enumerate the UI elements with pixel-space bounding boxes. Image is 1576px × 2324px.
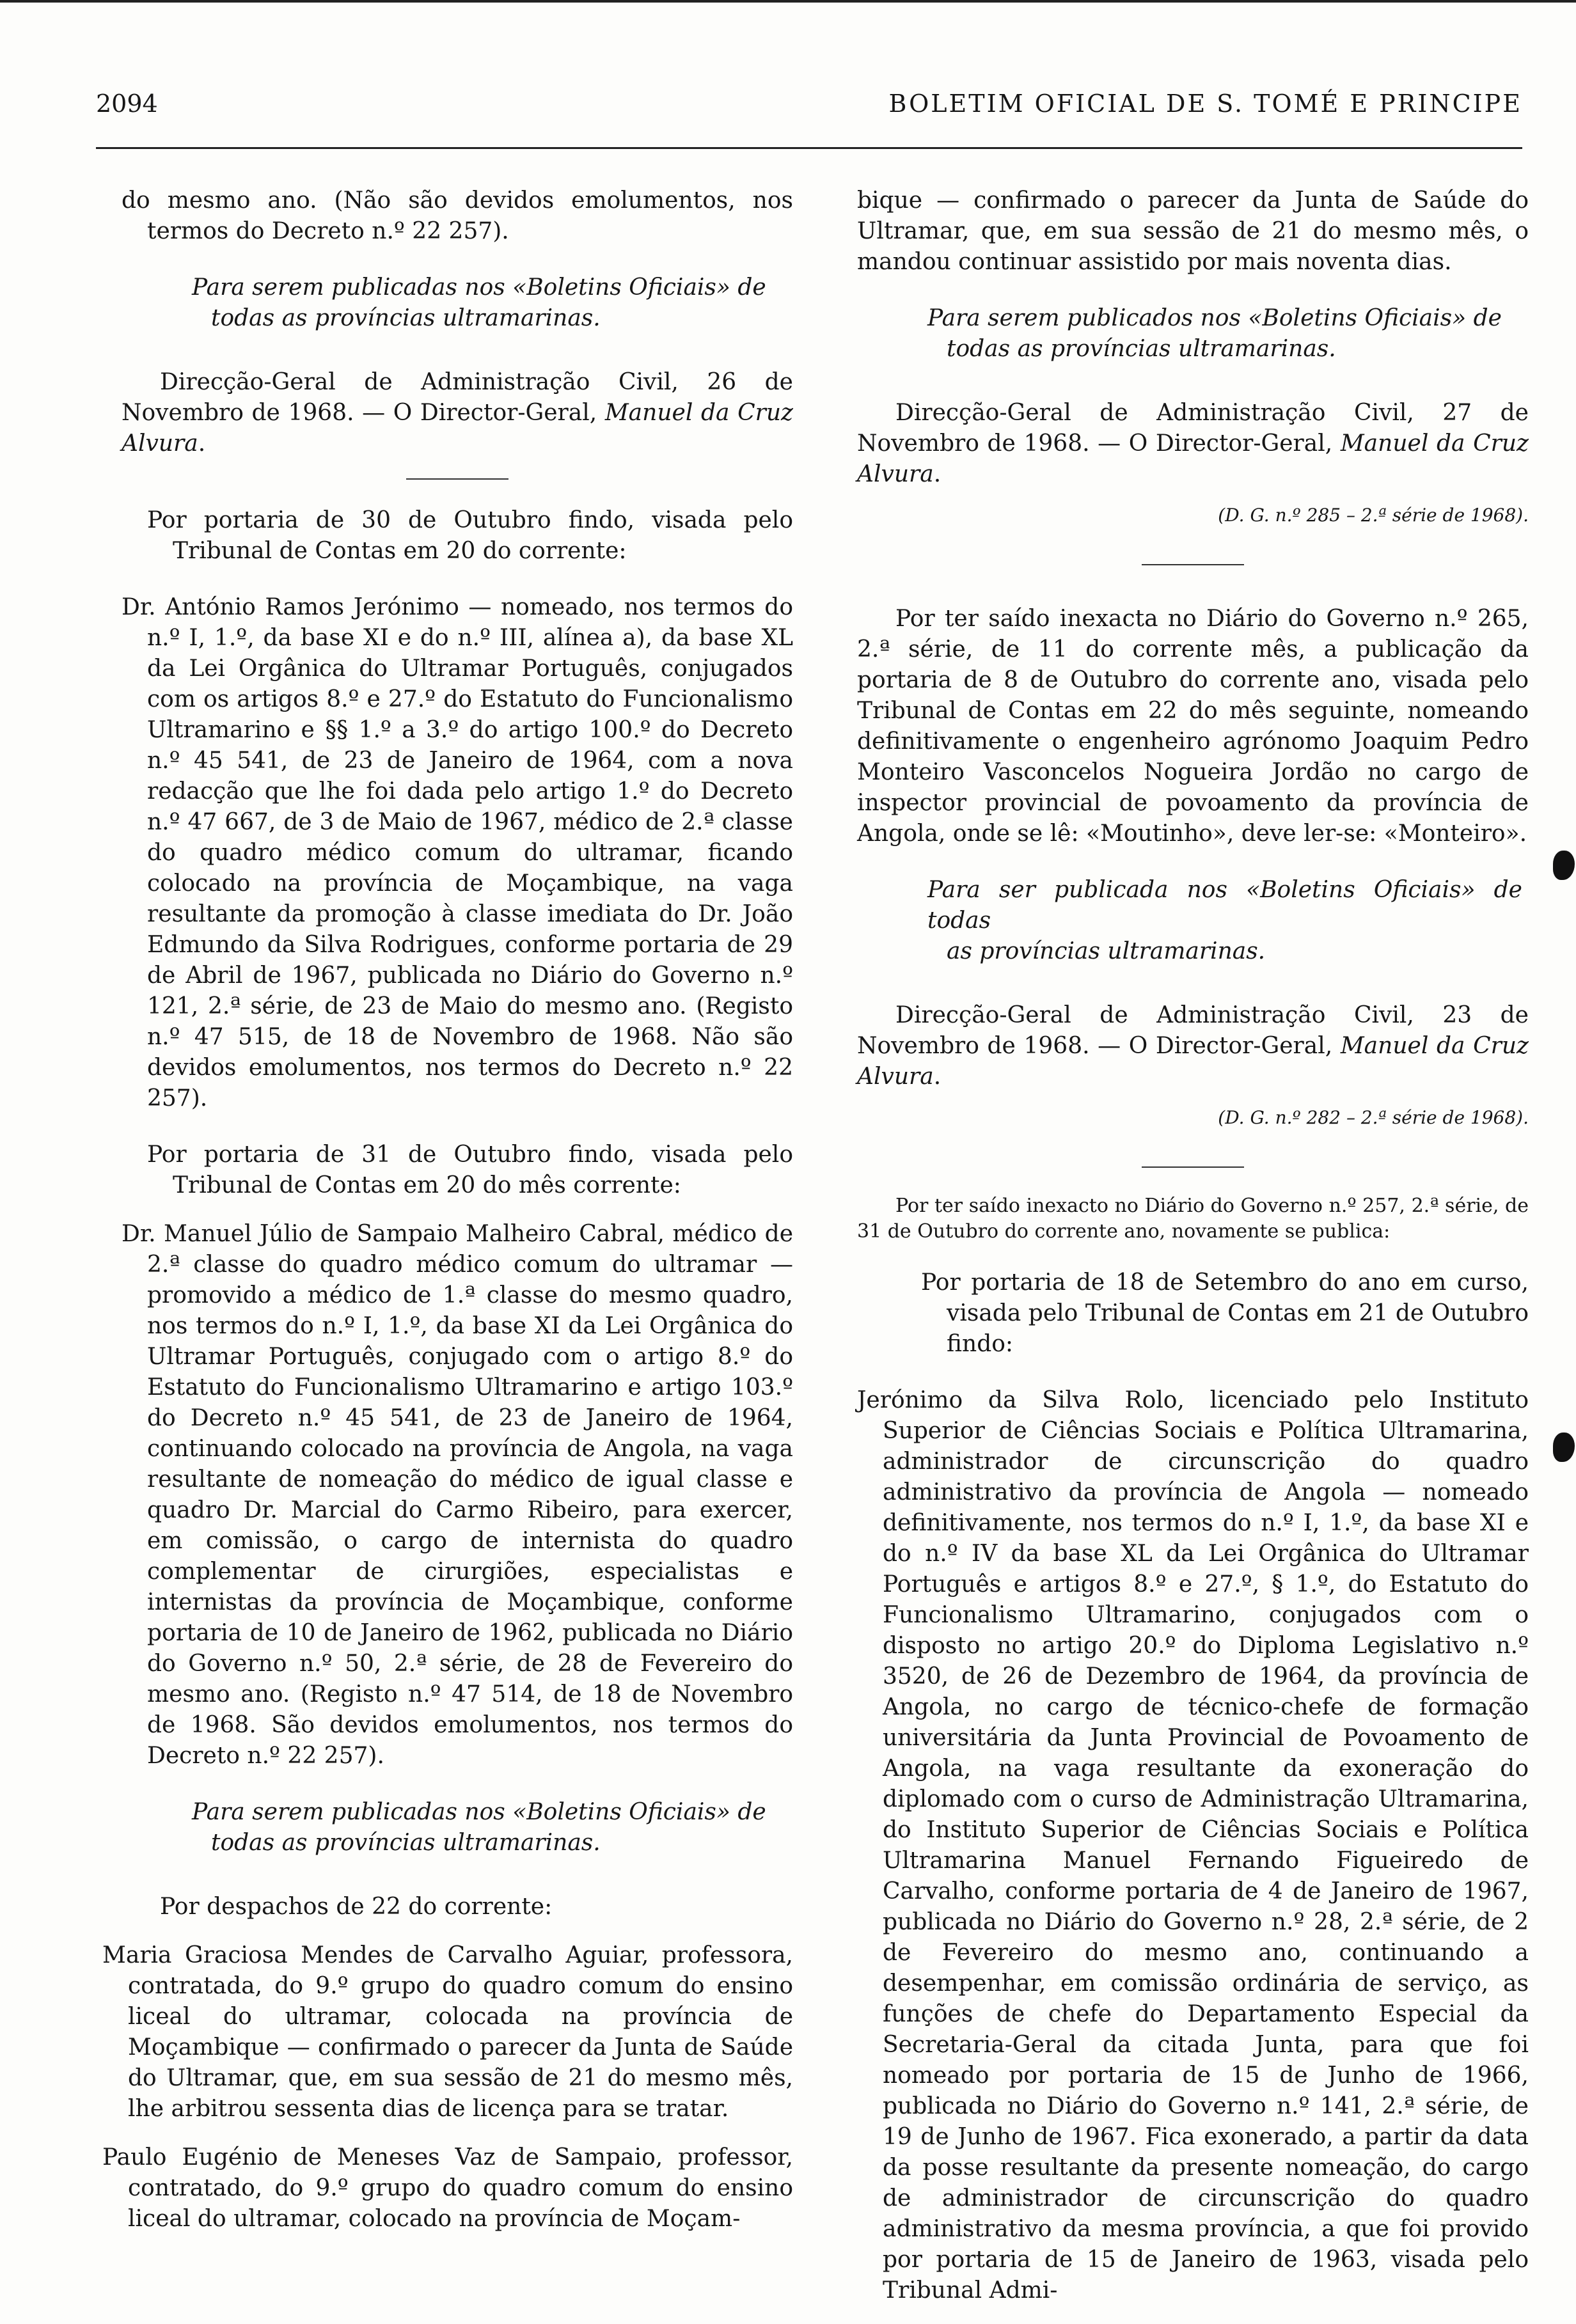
publication-note: Para ser publicada nos «Boletins Oficiais» de todas as províncias ultramarinas.	[927, 877, 1522, 964]
section-divider	[406, 478, 508, 480]
portaria-intro: Por portaria de 18 de Setembro do ano em curso, visada pelo Tribunal de Contas em 21 de Outubro findo:	[921, 1269, 1529, 1357]
publication-note: Para serem publicadas nos «Boletins Oficiais» de todas as províncias ultramarinas.	[192, 1799, 766, 1856]
signature-block: Direcção-Geral de Administração Civil, 27 de Novembro de 1968. — O Director-Geral, Manuel da Cruz Alvura.	[857, 400, 1529, 487]
signatory-name: Manuel da Cruz Alvura	[122, 400, 793, 457]
section-divider	[1142, 564, 1244, 565]
left-column	[102, 185, 793, 2252]
source-reference: (D. G. n.º 285 – 2.ª série de 1968).	[1218, 505, 1529, 526]
page-header	[96, 90, 1522, 134]
republication-notice: Por ter saído inexacto no Diário do Governo n.º 257, 2.ª série, de 31 de Outubro do corrente ano, novamente se publica:	[857, 1195, 1529, 1243]
signatory-name: Manuel da Cruz Alvura	[857, 1033, 1529, 1090]
portaria-intro: Por portaria de 30 de Outubro findo, visada pelo Tribunal de Contas em 20 do corrente:	[147, 507, 793, 564]
publication-note: Para serem publicadas nos «Boletins Oficiais» de todas as províncias ultramarinas.	[192, 274, 766, 331]
signatory-name: Manuel da Cruz Alvura	[857, 430, 1529, 487]
despacho-entry: Paulo Eugénio de Meneses Vaz de Sampaio, professor, contratado, do 9.º grupo do quadro comum do ensino liceal do ultramar, colocado na província de Moçam-	[102, 2144, 793, 2232]
section-divider	[1142, 1166, 1244, 1168]
publication-note: Para serem publicados nos «Boletins Oficiais» de todas as províncias ultramarinas.	[927, 305, 1502, 362]
ink-smudge	[1553, 1433, 1575, 1462]
right-column	[857, 185, 1529, 2324]
portaria-intro: Por portaria de 31 de Outubro findo, visada pelo Tribunal de Contas em 20 do mês corrente:	[147, 1142, 793, 1198]
appointment-entry: Jerónimo da Silva Rolo, licenciado pelo Instituto Superior de Ciências Sociais e Política Ultramarina, administrador de circunscrição do quadro administrativo da província de Angola — nomeado definitivamente, nos termos do n.º I, 1.º, da base XI e do n.º IV da base XL da Lei Orgânica do Ultramar Português e artigos 8.º e 27.º, § 1.º, do Estatuto do Funcionalismo Ultramarino, conjugados com o disposto no artigo 20.º do Diploma Legislativo n.º 3520, de 26 de Dezembro de 1964, da província de Angola, no cargo de técnico-chefe de formação universitária da Junta Provincial de Povoamento de Angola, na vaga resultante da exoneração do diplomado com o curso de Administração Ultramarina, do Instituto Superior de Ciências Sociais e Política Ultramarina Manuel Fernando Figueiredo de Carvalho, conforme portaria de 4 de Janeiro de 1967, publicada no Diário do Governo n.º 28, 2.ª série, de 2 de Fevereiro do mesmo ano, continuando a desempenhar, em comissão ordinária de serviço, as funções de chefe do Departamento Especial da Secretaria-Geral da citada Junta, para que foi nomeado por portaria de 15 de Junho de 1966, publicada no Diário do Governo n.º 141, 2.ª série, de 19 de Junho de 1967. Fica exonerado, a partir da data da posse resultante da presente nomeação, do cargo de administrador de circunscrição do quadro administrativo da mesma província, a que foi provido por portaria de 15 de Janeiro de 1963, visada pelo Tribunal Admi-	[857, 1387, 1529, 2304]
ink-smudge	[1553, 851, 1575, 880]
appointment-entry: Dr. Manuel Júlio de Sampaio Malheiro Cabral, médico de 2.ª classe do quadro médico comum do ultramar — promovido a médico de 1.ª classe do mesmo quadro, nos termos do n.º I, 1.º, da base XI da Lei Orgânica do Ultramar Português, conjugado com o artigo 8.º do Estatuto do Funcionalismo Ultramarino e artigo 103.º do Decreto n.º 45 541, de 23 de Janeiro de 1964, continuando colocado na província de Angola, na vaga resultante de nomeação do médico de igual classe e quadro Dr. Marcial do Carmo Ribeiro, para exercer, em comissão, o cargo de internista do quadro complementar de cirurgiões, especialistas e internistas da província de Moçambique, conforme portaria de 10 de Janeiro de 1962, publicada no Diário do Governo n.º 50, 2.ª série, de 28 de Fevereiro do mesmo ano. (Registo n.º 47 514, de 18 de Novembro de 1968. São devidos emolumentos, nos termos do Decreto n.º 22 257).	[122, 1221, 793, 1769]
page-top-edge	[0, 0, 1576, 12]
header-rule	[96, 147, 1522, 149]
appointment-entry: Dr. António Ramos Jerónimo — nomeado, nos termos do n.º I, 1.º, da base XI e do n.º III, alínea a), da base XL da Lei Orgânica do Ultramar Português, conjugados com os artigos 8.º e 27.º do Estatuto do Funcionalismo Ultramarino e §§ 1.º a 3.º do artigo 100.º do Decreto n.º 45 541, de 23 de Janeiro de 1964, com a nova redacção que lhe foi dada pelo artigo 1.º do Decreto n.º 47 667, de 3 de Maio de 1967, médico de 2.ª classe do quadro médico comum do ultramar, ficando colocado na província de Moçambique, na vaga resultante da promoção à classe imediata do Dr. João Edmundo da Silva Rodrigues, conforme portaria de 29 de Abril de 1967, publicada no Diário do Governo n.º 121, 2.ª série, de 23 de Maio do mesmo ano. (Registo n.º 47 515, de 18 de Novembro de 1968. Não são devidos emolumentos, nos termos do Decreto n.º 22 257).	[122, 594, 793, 1111]
despachos-intro: Por despachos de 22 do corrente:	[160, 1894, 553, 1920]
publication-title: BOLETIM OFICIAL DE S. TOMÉ E PRINCIPE	[888, 90, 1522, 118]
page-number: 2094	[96, 90, 158, 118]
despacho-entry: Maria Graciosa Mendes de Carvalho Aguiar, professora, contratada, do 9.º grupo do quadro comum do ensino liceal do ultramar, colocada na província de Moçambique — confirmado o parecer da Junta de Saúde do Ultramar, que, em sua sessão de 21 do mesmo mês, lhe arbitrou sessenta dias de licença para se tratar.	[102, 1942, 793, 2122]
signature-block: Direcção-Geral de Administração Civil, 26 de Novembro de 1968. — O Director-Geral, Manuel da Cruz Alvura.	[122, 369, 793, 457]
signature-block: Direcção-Geral de Administração Civil, 23 de Novembro de 1968. — O Director-Geral, Manuel da Cruz Alvura.	[857, 1002, 1529, 1090]
correction-paragraph: Por ter saído inexacta no Diário do Governo n.º 265, 2.ª série, de 11 do corrente mês, a publicação da portaria de 8 de Outubro do corrente ano, visada pelo Tribunal de Contas em 22 do mês seguinte, nomeando definitivamente o engenheiro agrónomo Joaquim Pedro Monteiro Vasconcelos Nogueira Jordão no cargo de inspector provincial de povoamento da província de Angola, onde se lê: «Moutinho», deve ler-se: «Monteiro».	[857, 606, 1529, 847]
paragraph: do mesmo ano. (Não são devidos emolumentos, nos termos do Decreto n.º 22 257).	[122, 187, 793, 244]
source-reference: (D. G. n.º 282 – 2.ª série de 1968).	[1218, 1107, 1529, 1128]
paragraph: bique — confirmado o parecer da Junta de Saúde do Ultramar, que, em sua sessão de 21 do mesmo mês, o mandou continuar assistido por mais noventa dias.	[857, 187, 1529, 275]
